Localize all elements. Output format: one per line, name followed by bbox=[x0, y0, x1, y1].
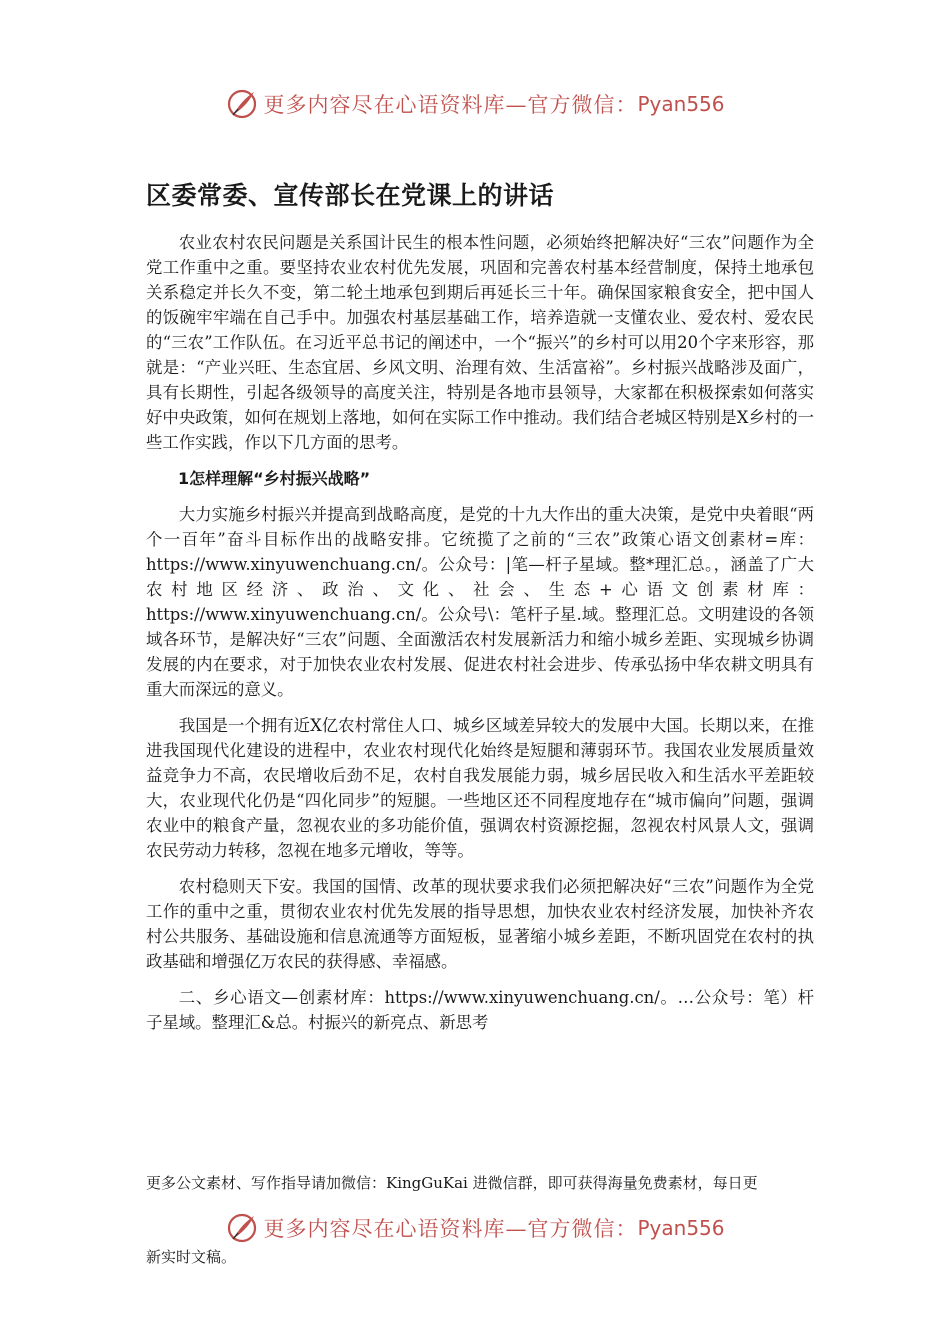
watermark-wechat-id: Pyan556 bbox=[637, 92, 725, 116]
document-body bbox=[146, 230, 814, 1046]
watermark-banner-bottom bbox=[0, 1206, 950, 1250]
paragraph-strategy: 大力实施乡村振兴并提高到战略高度，是党的十九大作出的重大决策，是党中央着眼“两个一百年”奋斗目标作出的战略安排。它统揽了之前的“三农”政策心语文创素材=库：https://www.xinyuwenchuang.cn/。公众号：|笔—杆子星域。整*理汇总。，涵盖了广大农村地区经济、政治、文化、社会、生态+心语文创素材库：https://www.xinyuwenchuang.cn/。公众号\：笔杆子星.域。整理汇总。文明建设的各领域各环节，是解决好“三农”问题、全面激活农村发展新活力和缩小城乡差距、实现城乡协调发展的内在要求，对于加快农业农村发展、促进农村社会进步、传承弘扬中华农耕文明具有重大而深远的意义。 bbox=[146, 505, 814, 699]
watermark-text: 更多内容尽在心语资料库—官方微信： bbox=[263, 1217, 638, 1241]
footer-note-continuation: 新实时文稿。 bbox=[146, 1248, 237, 1266]
section-heading-1: 1怎样理解“乡村振兴战略” bbox=[178, 469, 371, 488]
document-title: 区委常委、宣传部长在党课上的讲话 bbox=[146, 181, 555, 210]
footer-note: 更多公文素材、写作指导请加微信：KingGuKai 进微信群，即可获得海量免费素材，每日更 bbox=[146, 1174, 758, 1192]
feather-pen-logo-icon bbox=[225, 1211, 259, 1245]
watermark-banner-top bbox=[0, 82, 950, 126]
feather-pen-logo-icon bbox=[225, 87, 259, 121]
paragraph-intro: 农业农村农民问题是关系国计民生的根本性问题，必须始终把解决好“三农”问题作为全党工作重中之重。要坚持农业农村优先发展，巩固和完善农村基本经营制度，保持土地承包关系稳定并长久不变，第二轮土地承包到期后再延长三十年。确保国家粮食安全，把中国人的饭碗牢牢端在自己手中。加强农村基层基础工作，培养造就一支懂农业、爱农村、爱农民的“三农”工作队伍。在习近平总书记的阐述中，一个“振兴”的乡村可以用20个字来形容，那就是：“产业兴旺、生态宜居、乡风文明、治理有效、生活富裕”。乡村振兴战略涉及面广，具有长期性，引起各级领导的高度关注，特别是各地市县领导，大家都在积极探索如何落实好中央政策，如何在规划上落地，如何在实际工作中推动。我们结合老城区特别是X乡村的一些工作实践，作以下几方面的思考。 bbox=[146, 233, 814, 452]
paragraph-national-conditions: 我国是一个拥有近X亿农村常住人口、城乡区域差异较大的发展中大国。长期以来，在推进我国现代化建设的进程中，农业农村现代化始终是短腿和薄弱环节。我国农业发展质量效益竞争力不高，农民增收后劲不足，农村自我发展能力弱，城乡居民收入和生活水平差距较大，农业现代化仍是“四化同步”的短腿。一些地区还不同程度地存在“城市偏向”问题，强调农业中的粮食产量，忽视农业的多功能价值，强调农村资源挖掘，忽视农村风景人文，强调农民劳动力转移，忽视在地多元增收，等等。 bbox=[146, 716, 814, 860]
watermark-wechat-id: Pyan556 bbox=[637, 1216, 725, 1240]
paragraph-stability: 农村稳则天下安。我国的国情、改革的现状要求我们必须把解决好“三农”问题作为全党工作的重中之重，贯彻农业农村优先发展的指导思想，加快农业农村经济发展，加快补齐农村公共服务、基础设施和信息流通等方面短板，显著缩小城乡差距，不断巩固党在农村的执政基础和增强亿万农民的获得感、幸福感。 bbox=[146, 877, 814, 971]
watermark-text: 更多内容尽在心语资料库—官方微信： bbox=[263, 93, 638, 117]
section-heading-2: 二、乡心语文—创素材库：https://www.xinyuwenchuang.cn/。…公众号：笔）杆子星域。整理汇&总。村振兴的新亮点、新思考 bbox=[146, 988, 814, 1032]
